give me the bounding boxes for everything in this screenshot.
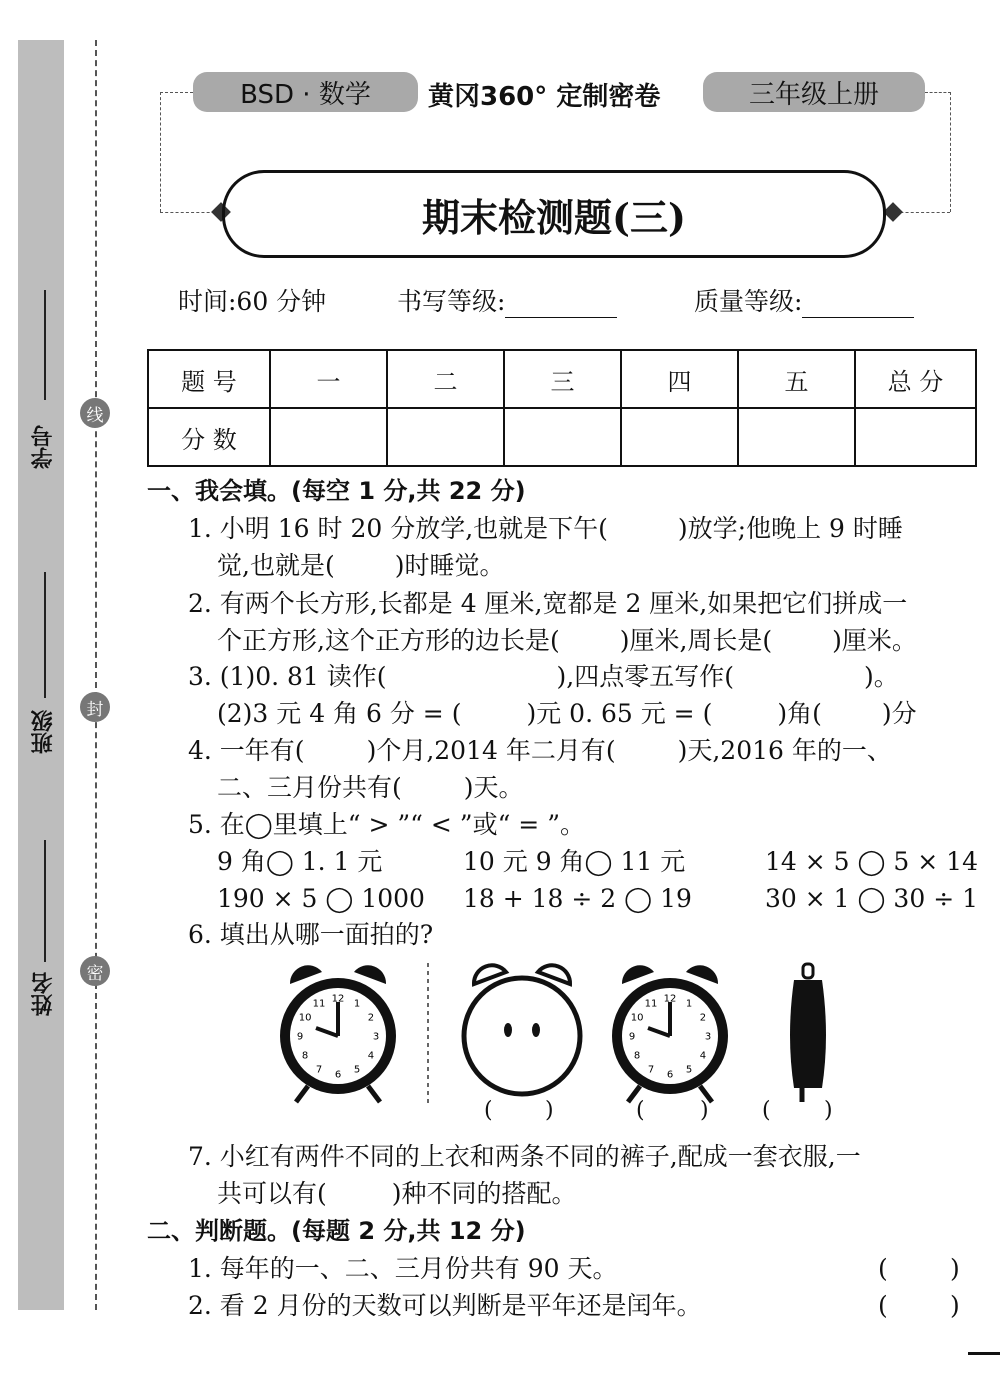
binding-dashed-line xyxy=(95,40,97,1310)
judge-question-2: 2. 看 2 月份的天数可以判断是平年还是闰年。 xyxy=(188,1291,702,1320)
clock-side-icon xyxy=(790,964,826,1102)
clock-number: 10 xyxy=(630,1012,644,1024)
label-name: 姓名 xyxy=(31,972,56,1016)
clock-number: 7 xyxy=(315,1064,323,1076)
clock-number: 3 xyxy=(372,1031,380,1043)
question-6: 6. 填出从哪一面拍的? xyxy=(188,920,434,949)
header-dash xyxy=(925,92,951,93)
table-header-cell: 五 xyxy=(738,350,855,408)
clock-number: 11 xyxy=(644,998,658,1010)
judge-paren-open: ( xyxy=(878,1254,888,1283)
score-cell[interactable] xyxy=(270,408,387,466)
writing-grade-label: 书写等级: xyxy=(397,287,506,316)
row-label: 分 数 xyxy=(148,408,270,466)
clocks-figure xyxy=(270,958,850,1108)
clock-front-icon xyxy=(280,965,396,1102)
answer-paren: ( xyxy=(762,1098,771,1123)
clock-number: 6 xyxy=(666,1069,674,1081)
clock-number: 1 xyxy=(685,998,693,1010)
compare-item: 9 角◯ 1. 1 元 xyxy=(217,847,383,876)
answer-paren: ( xyxy=(636,1098,645,1123)
diamond-icon xyxy=(883,202,903,222)
compare-item: 190 × 5 ◯ 1000 xyxy=(217,884,425,913)
score-cell[interactable] xyxy=(621,408,738,466)
score-table xyxy=(147,349,977,467)
question-3-line-1: 3. (1)0. 81 读作( ),四点零五写作( )。 xyxy=(188,662,899,691)
judge-question-1: 1. 每年的一、二、三月份共有 90 天。 xyxy=(188,1254,618,1283)
clock-number: 9 xyxy=(296,1031,304,1043)
clock-number: 8 xyxy=(301,1050,309,1062)
clock-number: 10 xyxy=(298,1012,312,1024)
time-info: 时间:60 分钟 xyxy=(178,287,327,316)
table-header-cell: 二 xyxy=(387,350,504,408)
class-line xyxy=(44,572,46,698)
quality-grade-blank[interactable] xyxy=(802,291,914,318)
quality-grade xyxy=(694,282,914,318)
question-1-line-2: 觉,也就是( )时睡觉。 xyxy=(217,551,505,580)
clock-number: 12 xyxy=(331,993,345,1005)
clock-number: 4 xyxy=(367,1050,375,1062)
clock-number: 5 xyxy=(685,1064,693,1076)
exam-title: 期末检测题(三) xyxy=(222,170,886,258)
seal-seal: 封 xyxy=(80,692,110,722)
clock-number: 11 xyxy=(312,998,326,1010)
judge-paren-open: ( xyxy=(878,1291,888,1320)
table-header-cell: 一 xyxy=(270,350,387,408)
label-student-number: 学号 xyxy=(31,425,56,469)
judge-paren-close: ) xyxy=(950,1254,960,1283)
subject-pill: BSD · 数学 xyxy=(193,72,418,112)
compare-item: 14 × 5 ◯ 5 × 14 xyxy=(765,847,978,876)
section2-title: 二、判断题。(每题 2 分,共 12 分) xyxy=(147,1217,526,1245)
header-dash xyxy=(160,92,161,212)
question-4-line-1: 4. 一年有( )个月,2014 年二月有( )天,2016 年的一、 xyxy=(188,736,892,765)
section1-title: 一、我会填。(每空 1 分,共 22 分) xyxy=(147,477,526,505)
compare-item: 10 元 9 角◯ 11 元 xyxy=(463,847,686,876)
writing-grade xyxy=(397,282,617,318)
answer-paren: ( xyxy=(484,1098,493,1123)
page-edge-mark xyxy=(968,1352,1000,1355)
question-1-line-1: 1. 小明 16 时 20 分放学,也就是下午( )放学;他晚上 9 时睡 xyxy=(188,514,903,543)
question-7-line-2: 共可以有( )种不同的搭配。 xyxy=(217,1179,577,1208)
clock-number: 3 xyxy=(704,1031,712,1043)
clock-number: 6 xyxy=(334,1069,342,1081)
clock-back-icon xyxy=(464,965,580,1094)
clock-front-icon xyxy=(612,965,728,1102)
clock-number: 4 xyxy=(699,1050,707,1062)
question-3-line-2: (2)3 元 4 角 6 分 = ( )元 0. 65 元 = ( )角( )分 xyxy=(217,699,917,728)
score-cell[interactable] xyxy=(504,408,621,466)
clock-number: 8 xyxy=(633,1050,641,1062)
clock-number: 1 xyxy=(353,998,361,1010)
table-row xyxy=(148,408,976,466)
grade-pill: 三年级上册 xyxy=(703,72,925,112)
score-cell[interactable] xyxy=(738,408,855,466)
label-class: 班级 xyxy=(31,710,56,754)
judge-paren-close: ) xyxy=(950,1291,960,1320)
name-line xyxy=(44,840,46,962)
compare-item: 18 + 18 ÷ 2 ◯ 19 xyxy=(463,884,692,913)
seal-secret: 密 xyxy=(80,956,110,986)
clock-number: 12 xyxy=(663,993,677,1005)
clock-number: 2 xyxy=(699,1012,707,1024)
answer-paren: ) xyxy=(545,1098,554,1123)
answer-paren: ) xyxy=(824,1098,833,1123)
question-5: 5. 在◯里填上“ > ”“ < ”或“ = ”。 xyxy=(188,810,585,839)
student-number-line xyxy=(44,290,46,400)
clock-number: 7 xyxy=(647,1064,655,1076)
question-2-line-2: 个正方形,这个正方形的边长是( )厘米,周长是( )厘米。 xyxy=(217,626,917,655)
quality-grade-label: 质量等级: xyxy=(694,287,803,316)
score-cell[interactable] xyxy=(855,408,976,466)
clock-number: 5 xyxy=(353,1064,361,1076)
header-dash xyxy=(950,92,951,212)
table-header-cell: 三 xyxy=(504,350,621,408)
series-title: 黄冈360° 定制密卷 xyxy=(428,82,661,112)
table-row xyxy=(148,350,976,408)
writing-grade-blank[interactable] xyxy=(505,291,617,318)
clock-number: 2 xyxy=(367,1012,375,1024)
table-header-cell: 四 xyxy=(621,350,738,408)
table-header-cell: 总 分 xyxy=(855,350,976,408)
seal-line: 线 xyxy=(80,398,110,428)
clock-number: 9 xyxy=(628,1031,636,1043)
binding-strip xyxy=(18,40,64,1310)
question-4-line-2: 二、三月份共有( )天。 xyxy=(217,773,524,802)
table-header-cell: 题 号 xyxy=(148,350,270,408)
question-2-line-1: 2. 有两个长方形,长都是 4 厘米,宽都是 2 厘米,如果把它们拼成一 xyxy=(188,589,908,618)
score-cell[interactable] xyxy=(387,408,504,466)
compare-item: 30 × 1 ◯ 30 ÷ 1 xyxy=(765,884,978,913)
answer-paren: ) xyxy=(700,1098,709,1123)
header-dash xyxy=(160,92,193,93)
question-7-line-1: 7. 小红有两件不同的上衣和两条不同的裤子,配成一套衣服,一 xyxy=(188,1142,861,1171)
